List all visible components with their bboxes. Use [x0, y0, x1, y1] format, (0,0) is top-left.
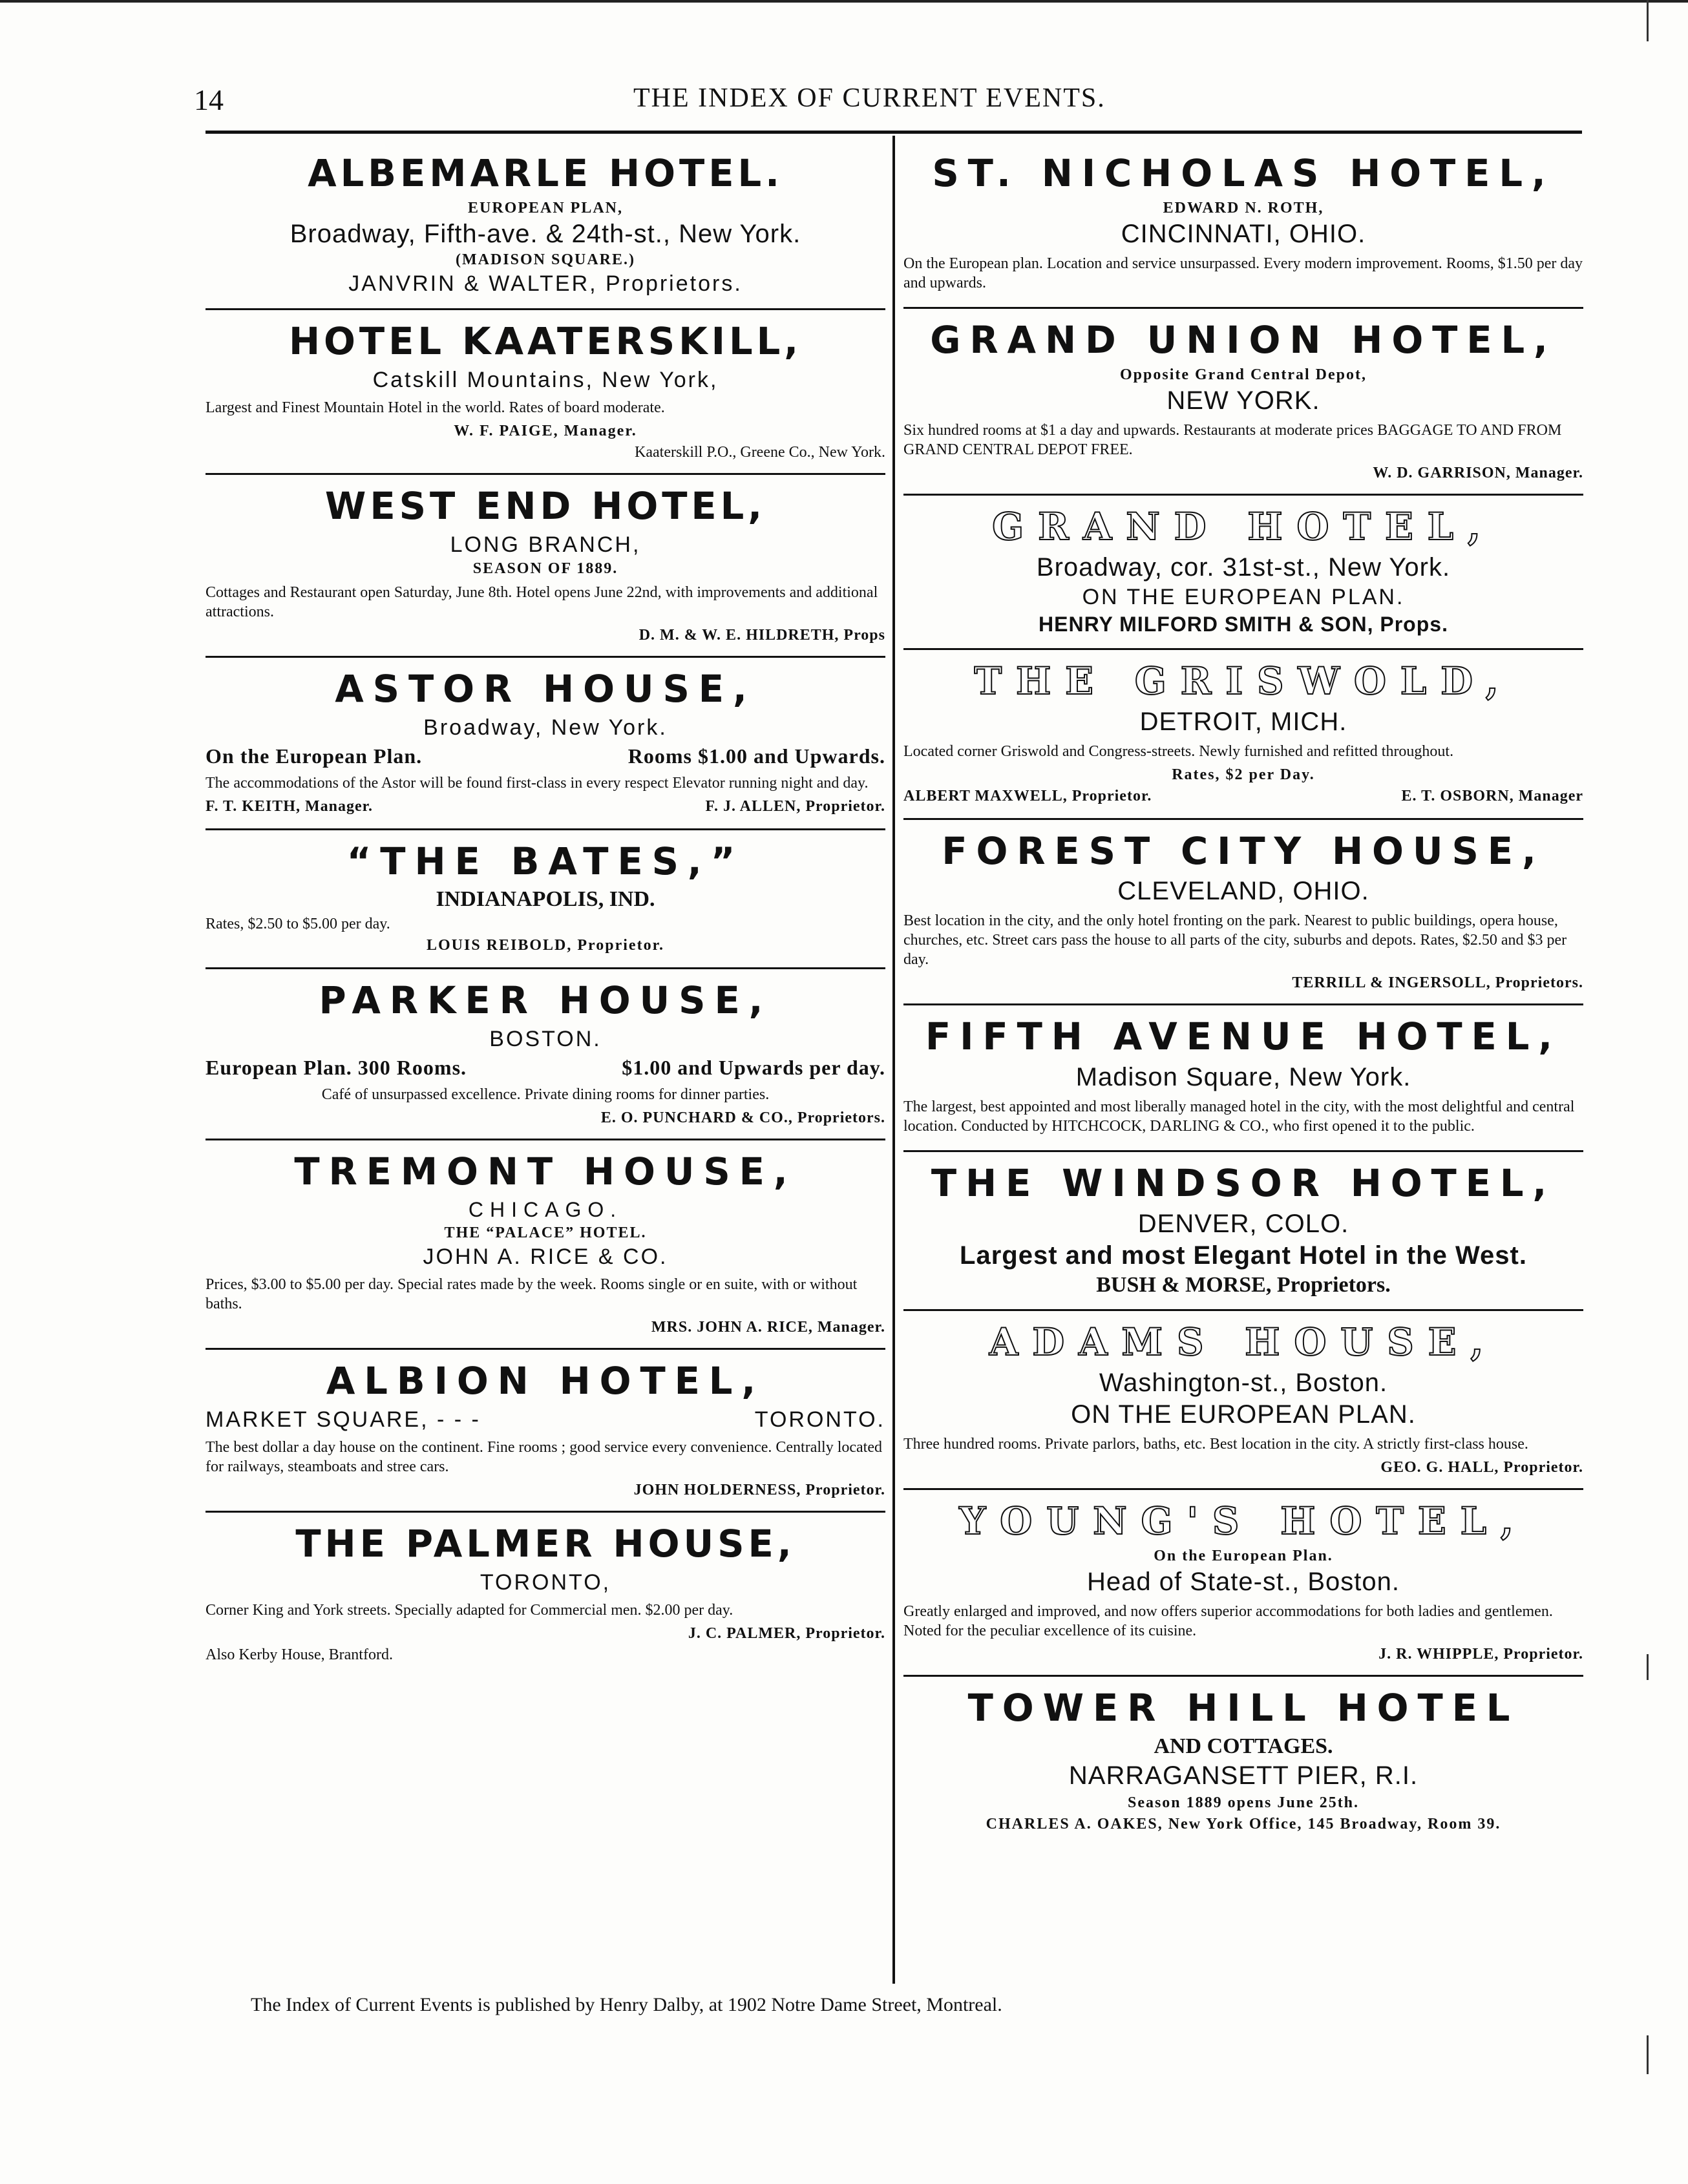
ad-proprietor: GEO. G. HALL, Proprietor. [1380, 1459, 1583, 1476]
hotel-advertisement [206, 839, 885, 970]
ad-location: BOSTON. [489, 1027, 602, 1052]
ad-address: DENVER, COLO. [1137, 1210, 1349, 1239]
hotel-name: WEST END HOTEL, [324, 483, 766, 528]
right-column [903, 150, 1583, 1858]
ad-description: Greatly enlarged and improved, and now offers superior accommodations for both ladies and gentlemen. Noted for the peculiar excellence of its cuisine. [903, 1603, 1553, 1640]
hotel-name: ALBEMARLE HOTEL. [308, 151, 783, 195]
ad-split-line [206, 798, 885, 815]
hotel-name: THE GRISWOLD, [974, 658, 1513, 703]
ad-split-line [206, 1407, 885, 1433]
page-header [194, 83, 1583, 121]
hotel-advertisement [206, 666, 885, 830]
hotel-advertisement [903, 504, 1583, 650]
hotel-advertisement [206, 978, 885, 1140]
hotel-name: THE WINDSOR HOTEL, [931, 1161, 1556, 1206]
ad-split-left: European Plan. 300 Rooms. [206, 1056, 467, 1080]
ad-split-line [206, 1056, 885, 1080]
hotel-name: TREMONT HOUSE, [294, 1150, 797, 1194]
ad-location: TORONTO, [480, 1570, 611, 1595]
page-number: 14 [194, 83, 224, 116]
hotel-name: HOTEL KAATERSKILL, [288, 319, 803, 363]
hotel-advertisement [903, 1688, 1583, 1846]
ad-detail: Rates, $2 per Day. [1172, 766, 1315, 783]
ad-description: Corner King and York streets. Specially adapted for Commercial men. $2.00 per day. [206, 1602, 733, 1619]
hotel-name: FOREST CITY HOUSE, [942, 828, 1545, 873]
ad-address: Broadway, Fifth-ave. & 24th-st., New York. [290, 219, 801, 248]
hotel-advertisement [206, 1524, 885, 1677]
ad-subheading: (MADISON SQUARE.) [455, 251, 635, 268]
scan-margin-mark [1647, 1654, 1649, 1680]
hotel-name: ST. NICHOLAS HOTEL, [932, 151, 1555, 195]
ad-address: DETROIT, MICH. [1139, 707, 1347, 736]
hotel-advertisement [903, 828, 1583, 1006]
ad-proprietor: D. M. & W. E. HILDRETH, Props [638, 626, 885, 644]
hotel-name: GRAND UNION HOTEL, [930, 317, 1557, 362]
ad-proprietor: HENRY MILFORD SMITH & SON, Props. [1039, 612, 1448, 636]
hotel-name: YOUNG'S HOTEL, [959, 1499, 1528, 1544]
ad-subheading: BUSH & MORSE, Proprietors. [1096, 1273, 1391, 1297]
ad-detail: W. F. PAIGE, Manager. [454, 422, 637, 439]
ad-description: Best location in the city, and the only hotel fronting on the park. Nearest to public buildings, opera house, churches, etc. Street cars pass the house to all parts of the city, suburbs and depots. Rates, $2.50 and $3 per day. [903, 912, 1567, 969]
ad-split-line [206, 744, 885, 768]
hotel-name: TOWER HILL HOTEL [967, 1686, 1519, 1730]
ad-subheading: Opposite Grand Central Depot, [1120, 366, 1367, 383]
ad-subheading: THE “PALACE” HOTEL. [444, 1224, 647, 1242]
ad-description: Cottages and Restaurant open Saturday, June 8th. Hotel opens June 22nd, with improvements and additional attractions. [206, 583, 878, 620]
header-rule [206, 131, 1582, 134]
ad-proprietor: TERRILL & INGERSOLL, Proprietors. [1292, 974, 1583, 992]
hotel-advertisement [206, 483, 885, 658]
ad-description: The best dollar a day house on the continent. Fine rooms ; good service every convenience. Centrally located for railways, steamboats and stree cars. [206, 1439, 882, 1476]
ad-subheading: AND COTTAGES. [1154, 1734, 1333, 1758]
hotel-name: PARKER HOUSE, [319, 978, 772, 1023]
ad-description: Three hundred rooms. Private parlors, baths, etc. Best location in the city. A strictly first-class house. [903, 1436, 1528, 1453]
ad-address: ON THE EUROPEAN PLAN. [1071, 1400, 1416, 1429]
hotel-name: THE PALMER HOUSE, [295, 1522, 796, 1566]
ad-address: Head of State-st., Boston. [1086, 1568, 1400, 1597]
ad-address: CLEVELAND, OHIO. [1117, 877, 1369, 906]
hotel-advertisement [206, 1361, 885, 1513]
ad-split-line [903, 788, 1583, 805]
ad-season: SEASON OF 1889. [472, 560, 618, 577]
ad-detail: Rates, $2.50 to $5.00 per day. [206, 916, 390, 933]
hotel-name: ADAMS HOUSE, [989, 1320, 1498, 1365]
ad-location: JANVRIN & WALTER, Proprietors. [348, 271, 743, 296]
ad-description: Six hundred rooms at $1 a day and upwards. Restaurants at moderate prices BAGGAGE TO AND FROM GRAND CENTRAL DEPOT FREE. [903, 421, 1562, 458]
hotel-advertisement [206, 151, 885, 310]
ad-proprietor: MRS. JOHN A. RICE, Manager. [651, 1319, 885, 1336]
hotel-advertisement [903, 1161, 1583, 1311]
ad-detail: LOUIS REIBOLD, Proprietor. [426, 937, 665, 954]
ad-address: Kaaterskill P.O., Greene Co., New York. [635, 443, 885, 461]
running-title: THE INDEX OF CURRENT EVENTS. [633, 83, 1106, 113]
ad-description: Café of unsurpassed excellence. Private dining rooms for dinner parties. [321, 1086, 770, 1104]
hotel-name: GRAND HOTEL, [992, 504, 1495, 549]
ad-proprietor: W. D. GARRISON, Manager. [1373, 464, 1583, 481]
ad-split-right: F. J. ALLEN, Proprietor. [705, 797, 885, 815]
ad-subheading: EUROPEAN PLAN, [467, 199, 623, 216]
hotel-name: “THE BATES,” [346, 839, 744, 883]
ad-detail: Season 1889 opens June 25th. [1127, 1794, 1360, 1811]
column-divider [892, 136, 895, 1984]
hotel-advertisement [903, 151, 1583, 309]
hotel-name: FIFTH AVENUE HOTEL, [925, 1014, 1562, 1059]
ad-location: ON THE EUROPEAN PLAN. [1082, 584, 1405, 609]
hotel-advertisement [903, 658, 1583, 820]
scan-margin-mark [1647, 0, 1649, 41]
ad-proprietor: E. O. PUNCHARD & CO., Proprietors. [600, 1109, 885, 1127]
hotel-advertisement [903, 317, 1583, 496]
ad-split-right: $1.00 and Upwards per day. [622, 1056, 885, 1080]
ad-split-right: Rooms $1.00 and Upwards. [628, 744, 885, 768]
ad-split-right: TORONTO. [754, 1407, 885, 1433]
ad-subheading: On the European Plan. [1154, 1548, 1333, 1565]
ad-proprietor: JOHN HOLDERNESS, Proprietor. [633, 1482, 885, 1499]
ad-split-left: F. T. KEITH, Manager. [206, 797, 374, 815]
ad-proprietor: J. R. WHIPPLE, Proprietor. [1378, 1646, 1583, 1663]
ad-detail: Also Kerby House, Brantford. [206, 1646, 393, 1664]
ad-address: NEW YORK. [1166, 386, 1320, 415]
hotel-advertisement [903, 1014, 1583, 1152]
ad-slogan: Largest and most Elegant Hotel in the West. [960, 1241, 1527, 1270]
ad-description: Largest and Finest Mountain Hotel in the world. Rates of board moderate. [206, 399, 665, 416]
ad-description: The accommodations of the Astor will be found first-class in every respect Elevator running night and day. [206, 774, 869, 792]
ad-description: On the European plan. Location and service unsurpassed. Every modern improvement. Rooms, $1.50 per day and upwards. [903, 255, 1583, 291]
ad-subheading: EDWARD N. ROTH, [1163, 199, 1324, 216]
ad-location: Broadway, New York. [423, 715, 668, 740]
ad-split-left: ALBERT MAXWELL, Proprietor. [903, 787, 1152, 804]
ad-proprietor: J. C. PALMER, Proprietor. [688, 1625, 885, 1643]
ad-address: Madison Square, New York. [1075, 1063, 1411, 1092]
ad-split-left: On the European Plan. [206, 744, 423, 768]
hotel-advertisement [206, 319, 885, 475]
hotel-name: ASTOR HOUSE, [335, 666, 756, 711]
ad-split-right: E. T. OSBORN, Manager [1401, 787, 1583, 804]
ad-description: Located corner Griswold and Congress-streets. Newly furnished and refitted throughout. [903, 742, 1454, 760]
hotel-advertisement [206, 1152, 885, 1350]
ad-address: Broadway, cor. 31st-st., New York. [1036, 552, 1451, 582]
ad-address: NARRAGANSETT PIER, R.I. [1068, 1761, 1419, 1790]
publisher-footer: The Index of Current Events is published by Henry Dalby, at 1902 Notre Dame Street, Montreal. [251, 1994, 1002, 2015]
ad-detail: CHARLES A. OAKES, New York Office, 145 Broadway, Room 39. [986, 1815, 1501, 1832]
ad-location: LONG BRANCH, [450, 532, 641, 557]
ad-location: Catskill Mountains, New York, [372, 367, 719, 392]
hotel-advertisement [903, 1320, 1583, 1490]
hotel-name: ALBION HOTEL, [326, 1359, 765, 1403]
ad-location: JOHN A. RICE & CO. [423, 1244, 668, 1270]
ad-description: Prices, $3.00 to $5.00 per day. Special rates made by the week. Rooms single or en suite, with or without baths. [206, 1276, 858, 1313]
ad-subheading: INDIANAPOLIS, IND. [436, 887, 655, 912]
scan-margin-mark [1647, 2035, 1649, 2074]
ad-address: CINCINNATI, OHIO. [1121, 219, 1366, 248]
ad-description: The largest, best appointed and most liberally managed hotel in the city, with the most delightful and central location. Conducted by HITCHCOCK, DARLING & CO., who first opened it to the public. [903, 1098, 1575, 1135]
hotel-advertisement [903, 1499, 1583, 1677]
ad-city-ornament: CHICAGO. [468, 1198, 623, 1222]
left-column [206, 150, 885, 1688]
scan-top-edge [0, 0, 1688, 3]
ad-address: Washington-st., Boston. [1099, 1369, 1388, 1398]
ad-split-left: MARKET SQUARE, - - - [206, 1407, 481, 1433]
